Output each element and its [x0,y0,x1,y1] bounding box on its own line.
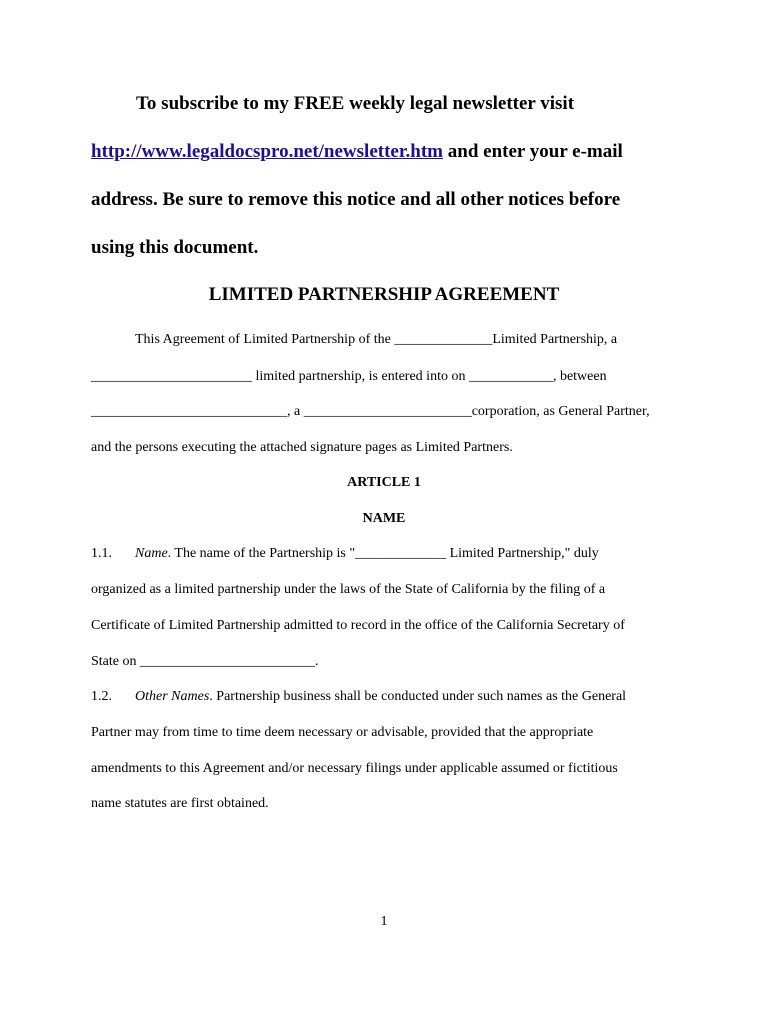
section-text: . Partnership business shall be conducted under such names as the General [209,689,627,704]
section-label: Name [135,546,168,561]
notice-line-4: using this document. [91,237,259,258]
section-text: . The name of the Partnership is "_____________ Limited Partnership," duly [167,546,599,561]
intro-line-4: and the persons executing the attached signature pages as Limited Partners. [91,440,513,455]
section-1-2-line-3: amendments to this Agreement and/or necessary filings under applicable assumed or fictitious [91,761,618,776]
section-1-1-line-3: Certificate of Limited Partnership admitted to record in the office of the California Secretary of [91,618,625,633]
section-1-2-line-1 [91,689,626,705]
intro-line-1: This Agreement of Limited Partnership of the ______________Limited Partnership, a [135,332,618,347]
section-1-1-line-1 [91,546,599,562]
section-number: 1.2. [91,689,112,704]
notice-line-2-rest: and enter your e-mail [443,141,623,162]
section-1-1-line-4: State on _________________________. [91,654,319,669]
page-number: 1 [380,914,388,929]
section-1-2-line-4: name statutes are first obtained. [91,796,269,811]
newsletter-link[interactable]: http://www.legaldocspro.net/newsletter.htm [91,141,444,162]
notice-line-2 [91,141,623,163]
notice-line-1: To subscribe to my FREE weekly legal newsletter visit [136,93,575,114]
intro-line-2: _______________________ limited partnership, is entered into on ____________, between [91,369,607,384]
section-label: Other Names [135,689,210,704]
section-1-1-line-2: organized as a limited partnership under the laws of the State of California by the filing of a [91,582,606,597]
document-title: LIMITED PARTNERSHIP AGREEMENT [208,284,560,305]
section-number: 1.1. [91,546,112,561]
intro-line-3: ____________________________, a ________________________corporation, as General Partner, [91,404,650,419]
article-subheading: NAME [362,511,406,526]
notice-line-3: address. Be sure to remove this notice and all other notices before [91,189,621,210]
section-1-2-line-2: Partner may from time to time deem necessary or advisable, provided that the appropriate [91,725,594,740]
article-heading: ARTICLE 1 [347,475,421,490]
